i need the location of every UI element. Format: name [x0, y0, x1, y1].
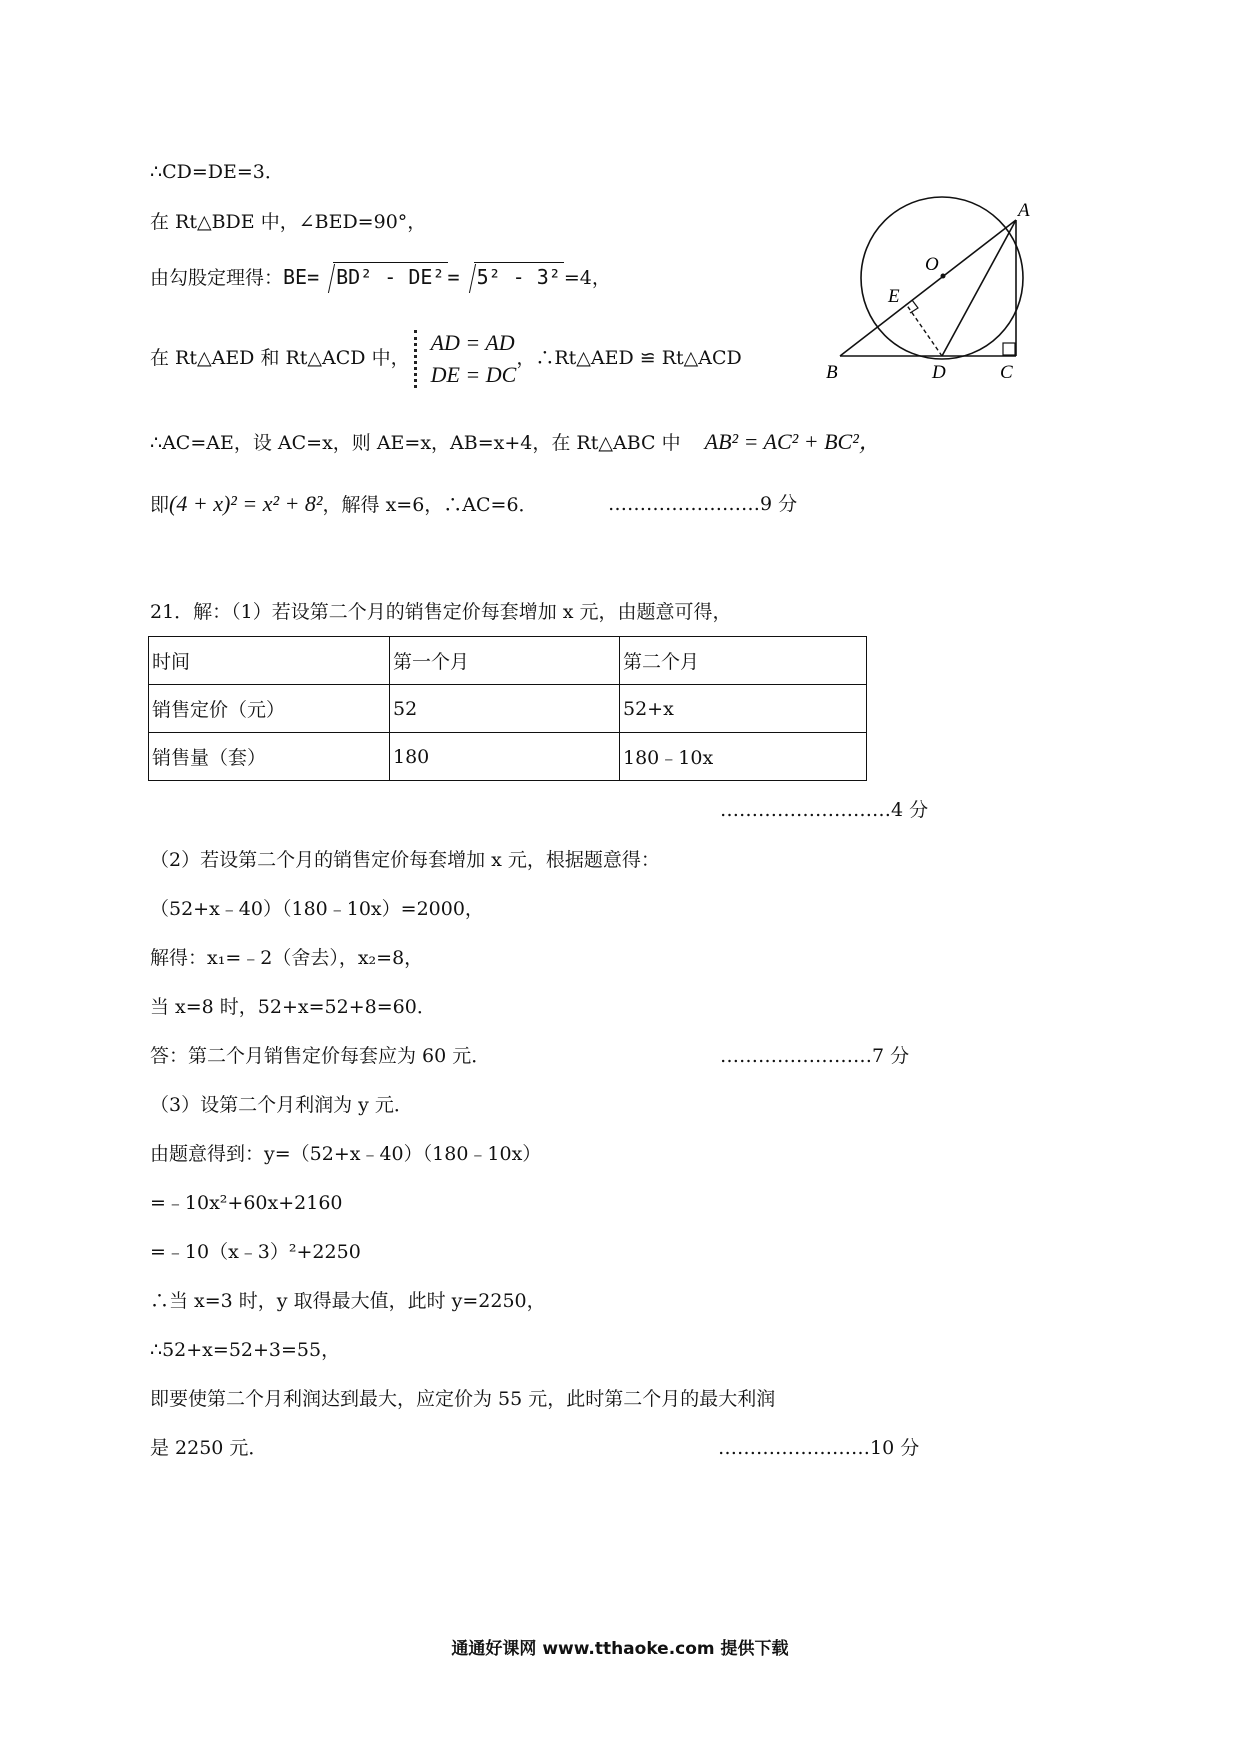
score-7: ……………………7 分: [720, 1045, 910, 1067]
q21-part2-answer: 答：第二个月销售定价每套应为 60 元．: [150, 1045, 491, 1067]
proof-line-6: [150, 490, 538, 519]
equation-system: [431, 327, 517, 391]
table-cell: 第一个月: [390, 637, 620, 685]
proof-line-1: ∴CD=DE=3．: [150, 161, 284, 183]
label-d: D: [932, 362, 946, 383]
proof-line-5-prefix: ∴AC=AE，设 AC=x，则 AE=x，AB=x+4，在 Rt△ABC 中: [150, 432, 681, 454]
geometry-figure: [820, 196, 1050, 386]
radical-1: [321, 262, 447, 291]
score-10: ……………………10 分: [718, 1437, 920, 1459]
table-row: [149, 733, 867, 781]
proof-line-5: [150, 428, 881, 457]
q21-part3-price: ∴52+x=52+3=55，: [150, 1339, 341, 1361]
proof-line-3: [150, 262, 611, 292]
sales-table: [148, 636, 867, 781]
radical-1-content: BD² - DE²: [333, 262, 447, 291]
brace-icon: [414, 330, 423, 388]
q21-part3-vertex: =﹣10（x﹣3）²+2250: [150, 1241, 361, 1263]
label-o: O: [925, 254, 939, 275]
pythagoras-equation: AB² = AC² + BC²，: [704, 429, 881, 454]
system-eq-2: DE = DC: [430, 362, 517, 387]
q21-part3: （3）设第二个月利润为 y 元．: [150, 1094, 413, 1116]
q21-part3-max: ∴当 x=3 时，y 取得最大值，此时 y=2250，: [150, 1290, 546, 1312]
q21-part3-expand: =﹣10x²+60x+2160: [150, 1192, 343, 1214]
table-cell: 180﹣10x: [620, 733, 867, 781]
center-dot: [941, 274, 946, 279]
be-label: BE=: [283, 265, 320, 289]
label-b: B: [826, 362, 838, 383]
table-cell: 销售定价（元）: [149, 685, 390, 733]
proof-line-3-prefix: 由勾股定理得：: [150, 267, 284, 289]
proof-line-6-prefix: 即: [150, 494, 170, 516]
radical-2-content: 5² - 3²: [474, 262, 564, 291]
proof-line-4: [150, 326, 742, 391]
right-angle-c: [1003, 343, 1015, 355]
table-row: [149, 685, 867, 733]
q21-part2-equation: （52+x﹣40）（180﹣10x）=2000，: [150, 898, 484, 920]
proof-line-6-tail: ，解得 x=6，∴AC=6．: [322, 494, 538, 516]
line-da: [942, 220, 1016, 356]
q21-part2-solution: 解得：x₁=﹣2（舍去），x₂=8，: [150, 947, 424, 969]
label-e: E: [888, 286, 900, 307]
q21-part3-equation: 由题意得到：y=（52+x﹣40）（180﹣10x）: [150, 1143, 542, 1165]
label-a: A: [1018, 200, 1030, 221]
table-cell: 180: [390, 733, 620, 781]
proof-line-2: 在 Rt△BDE 中，∠BED=90°，: [150, 211, 427, 233]
label-c: C: [1000, 362, 1013, 383]
page-footer: 通通好课网 www.tthaoke.com 提供下载: [451, 1639, 789, 1659]
table-cell: 时间: [149, 637, 390, 685]
q21-part2-when: 当 x=8 时，52+x=52+8=60．: [150, 996, 436, 1018]
score-4: ………………………4 分: [720, 799, 929, 821]
proof-line-4-tail: ，∴Rt△AED ≌ Rt△ACD: [516, 347, 742, 369]
proof-line-4-prefix: 在 Rt△AED 和 Rt△ACD 中，: [150, 347, 410, 369]
table-row: [149, 637, 867, 685]
system-eq-1: AD = AD: [430, 330, 515, 355]
radical-2: [462, 262, 564, 291]
q21-part2: （2）若设第二个月的销售定价每套增加 x 元，根据题意得：: [150, 849, 660, 871]
equals-sign: =: [447, 265, 460, 289]
q21-part3-conclusion-2: 是 2250 元．: [150, 1437, 268, 1459]
table-cell: 52: [390, 685, 620, 733]
proof-line-3-tail: =4，: [563, 267, 611, 289]
q21-intro: 21．解：（1）若设第二个月的销售定价每套增加 x 元，由题意可得，: [150, 601, 732, 623]
solve-equation: (4 + x)² = x² + 8²: [169, 491, 323, 516]
score-9: ……………………9 分: [608, 493, 798, 515]
table-cell: 第二个月: [620, 637, 867, 685]
table-cell: 52+x: [620, 685, 867, 733]
table-cell: 销售量（套）: [149, 733, 390, 781]
q21-part3-conclusion-1: 即要使第二个月利润达到最大，应定价为 55 元，此时第二个月的最大利润: [150, 1388, 776, 1410]
